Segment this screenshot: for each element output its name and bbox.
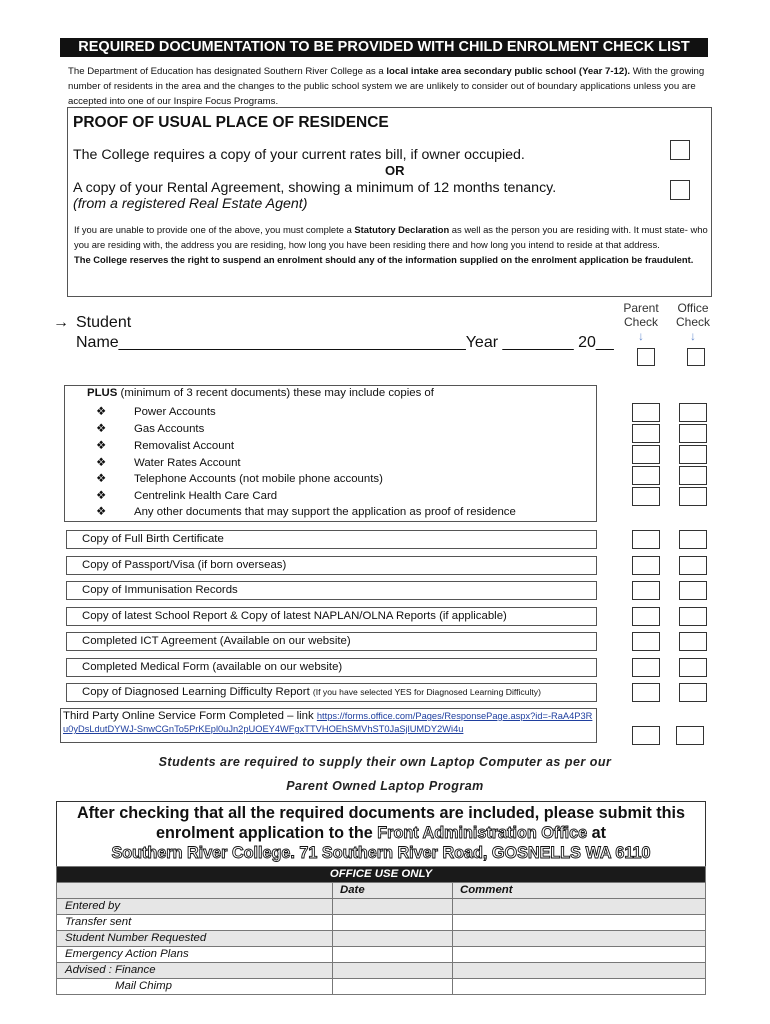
doc-office-checkbox[interactable] (679, 632, 707, 651)
third-party-form-link[interactable]: https://forms.office.com/Pages/ResponsePage.aspx?id=-RaA4P3Ru0yDsLdutDYWJ-SnwCGnTo5PrKEpl0uJn2pUOEY4WFgxTTVHOEhSMVhST0JaSjlUMDY2Wi4u (63, 711, 593, 734)
office-use-table (56, 866, 706, 995)
student-name-year-field[interactable]: Name_______________________________________Year ________ 20__ (76, 334, 614, 351)
page-title: REQUIRED DOCUMENTATION TO BE PROVIDED WITH CHILD ENROLMENT CHECK LIST (60, 38, 708, 57)
plus-parent-checkboxes (632, 403, 660, 506)
plus-parent-checkbox[interactable] (632, 424, 660, 443)
doc-row-ict-agreement: Completed ICT Agreement (Available on our website) (66, 632, 597, 651)
date-cell[interactable] (333, 947, 453, 963)
doc-office-checkbox[interactable] (679, 530, 707, 549)
doc-parent-checkbox[interactable] (632, 530, 660, 549)
plus-parent-checkbox[interactable] (632, 403, 660, 422)
doc-parent-checkbox[interactable] (632, 683, 660, 702)
office-check-header: Office Check ↓ (670, 301, 716, 343)
date-cell[interactable] (333, 963, 453, 979)
list-item: ❖ Water Rates Account (96, 457, 241, 469)
bullet-icon: ❖ (96, 506, 107, 518)
list-item: ❖ Centrelink Health Care Card (96, 490, 278, 502)
third-party-office-checkbox[interactable] (676, 726, 704, 745)
table-row: Entered by (57, 899, 706, 915)
third-party-parent-checkbox[interactable] (632, 726, 660, 745)
list-item: ❖ Power Accounts (96, 406, 216, 418)
doc-parent-checkbox[interactable] (632, 581, 660, 600)
doc-office-checkbox[interactable] (679, 658, 707, 677)
comment-cell[interactable] (453, 931, 706, 947)
doc-parent-checkbox[interactable] (632, 632, 660, 651)
doc-office-checkbox[interactable] (679, 683, 707, 702)
down-arrow-icon: ↓ (690, 329, 696, 343)
doc-office-checkbox[interactable] (679, 556, 707, 575)
parent-check-header: Parent Check ↓ (616, 301, 666, 343)
student-office-checkbox[interactable] (687, 348, 705, 366)
comment-column-header: Comment (453, 883, 706, 899)
plus-office-checkbox[interactable] (679, 424, 707, 443)
date-column-header: Date (333, 883, 453, 899)
doc-row-learning-difficulty: Copy of Diagnosed Learning Difficulty Report (If you have selected YES for Diagnosed Learning Difficulty) (66, 683, 597, 702)
plus-office-checkbox[interactable] (679, 445, 707, 464)
bullet-icon: ❖ (96, 457, 107, 469)
table-row: Emergency Action Plans (57, 947, 706, 963)
office-use-heading: OFFICE USE ONLY (57, 867, 706, 883)
plus-heading: PLUS (minimum of 3 recent documents) these may include copies of (87, 387, 434, 399)
college-address: Southern River College. 71 Southern River Road, GOSNELLS WA 6110 (111, 844, 651, 862)
student-label: Student (76, 314, 132, 331)
doc-row-immunisation: Copy of Immunisation Records (66, 581, 597, 600)
statutory-declaration-paragraph: If you are unable to provide one of the above, you must complete a Statutory Declaration as well as the person you are residing with. It must state- who you are residing with, the address you are residing, how long you have been residing there and how long you intend to reside at that address. The College reserves the right to suspend an enrolment should any of the information supplied on the enrolment application be fraudulent. (74, 224, 708, 265)
intro-paragraph: The Department of Education has designated Southern River College as a local intake area secondary public school (Year 7-12). With the growing number of residents in the area and the changes to the public school system we are unlikely to consider out of boundary applications unless you are accepted into one of our Inspire Focus Programs. (68, 66, 705, 107)
student-parent-checkbox[interactable] (637, 348, 655, 366)
rates-bill-line: The College requires a copy of your current rates bill, if owner occupied. (73, 147, 525, 163)
plus-parent-checkbox[interactable] (632, 445, 660, 464)
doc-parent-checkbox[interactable] (632, 607, 660, 626)
laptop-notice-line2: Parent Owned Laptop Program (286, 779, 484, 793)
comment-cell[interactable] (453, 947, 706, 963)
bullet-icon: ❖ (96, 440, 107, 452)
doc-row-medical-form: Completed Medical Form (available on our website) (66, 658, 597, 677)
doc-parent-checkbox[interactable] (632, 658, 660, 677)
doc-office-checkbox[interactable] (679, 607, 707, 626)
date-cell[interactable] (333, 979, 453, 995)
rental-agreement-checkbox[interactable] (670, 180, 690, 200)
comment-cell[interactable] (453, 979, 706, 995)
doc-office-checkbox[interactable] (679, 581, 707, 600)
doc-row-passport: Copy of Passport/Visa (if born overseas) (66, 556, 597, 575)
residence-heading: PROOF OF USUAL PLACE OF RESIDENCE (73, 114, 389, 131)
bullet-icon: ❖ (96, 490, 107, 502)
plus-parent-checkbox[interactable] (632, 466, 660, 485)
laptop-notice-line1: Students are required to supply their own Laptop Computer as per our (158, 755, 612, 769)
table-row: Advised : Finance (57, 963, 706, 979)
plus-office-checkboxes (679, 403, 707, 506)
table-row: Transfer sent (57, 915, 706, 931)
right-arrow-icon: → (53, 314, 69, 331)
plus-office-checkbox[interactable] (679, 487, 707, 506)
rates-bill-checkbox[interactable] (670, 140, 690, 160)
list-item: ❖ Telephone Accounts (not mobile phone accounts) (96, 473, 383, 485)
doc-parent-checkbox[interactable] (632, 556, 660, 575)
fraud-warning: The College reserves the right to suspend an enrolment should any of the information supplied on the enrolment application be fraudulent. (74, 254, 694, 265)
date-cell[interactable] (333, 899, 453, 915)
list-item: ❖ Gas Accounts (96, 423, 205, 435)
list-item: ❖ Any other documents that may support the application as proof of residence (96, 506, 516, 518)
or-label: OR (385, 163, 405, 178)
plus-office-checkbox[interactable] (679, 466, 707, 485)
comment-cell[interactable] (453, 963, 706, 979)
table-row: Mail Chimp (57, 979, 706, 995)
plus-parent-checkbox[interactable] (632, 487, 660, 506)
table-row: Student Number Requested (57, 931, 706, 947)
date-cell[interactable] (333, 915, 453, 931)
comment-cell[interactable] (453, 899, 706, 915)
doc-row-birth-certificate: Copy of Full Birth Certificate (66, 530, 597, 549)
rental-agreement-line: A copy of your Rental Agreement, showing a minimum of 12 months tenancy. (73, 180, 557, 196)
bullet-icon: ❖ (96, 423, 107, 435)
list-item: ❖ Removalist Account (96, 440, 235, 452)
bullet-icon: ❖ (96, 473, 107, 485)
comment-cell[interactable] (453, 915, 706, 931)
submit-instructions: After checking that all the required documents are included, please submit this enrolment application to the Front Administration Office at Southern River College. 71 Southern River Road, GOSNELLS WA 6110 (56, 803, 706, 863)
date-cell[interactable] (333, 931, 453, 947)
rental-agreement-note: (from a registered Real Estate Agent) (73, 196, 308, 212)
third-party-text: Third Party Online Service Form Completed – link https://forms.office.com/Pages/ResponsePage.aspx?id=-RaA4P3Ru0yDsLdutDYWJ-SnwCGnTo5PrKEpl0uJn2pUOEY4WFgxTTVHOEhSMVhST0JaSjlUMDY2Wi4u (63, 710, 593, 734)
doc-row-school-report: Copy of latest School Report & Copy of latest NAPLAN/OLNA Reports (if applicable) (66, 607, 597, 626)
plus-office-checkbox[interactable] (679, 403, 707, 422)
down-arrow-icon: ↓ (638, 329, 644, 343)
bullet-icon: ❖ (96, 406, 107, 418)
